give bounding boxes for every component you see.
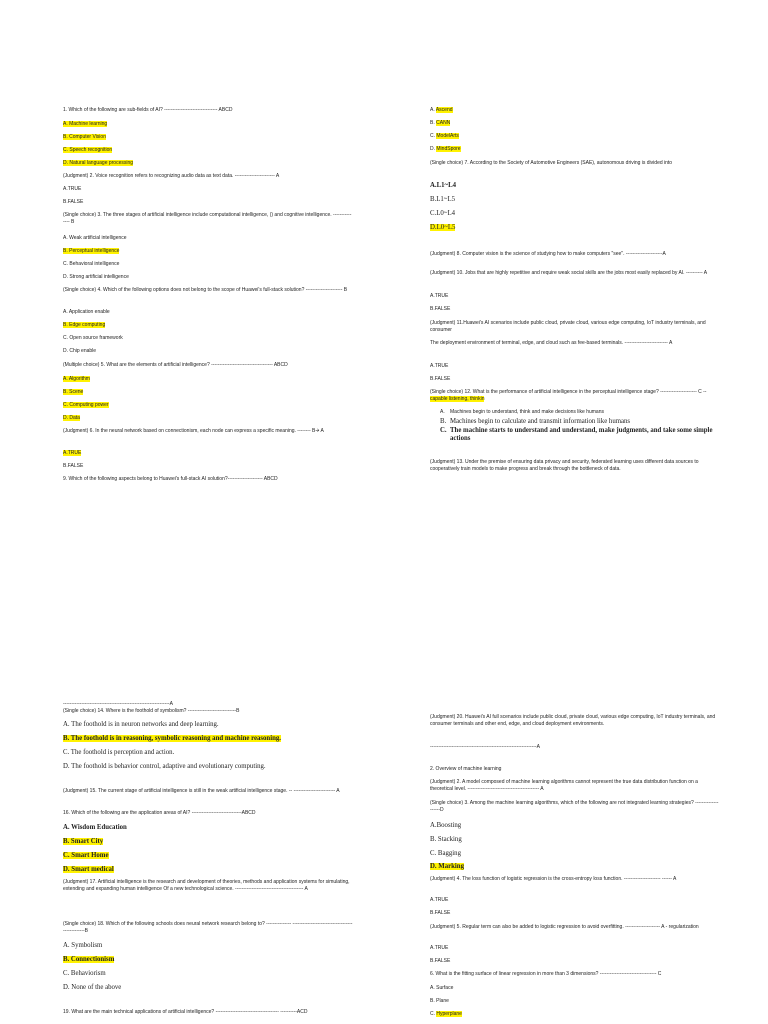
line-text: (Single choice) 7. According to the Society of Automotive Engineers (SAE), autonomous driving is divided into — [430, 160, 673, 166]
text-line — [430, 779, 720, 793]
line-text: Machines begin to calculate and transmit information like humans — [450, 418, 631, 425]
text-line — [63, 701, 173, 708]
highlighted-answer: B. The foothold is in reasoning, symbolic reasoning and machine reasoning. — [63, 735, 281, 742]
highlighted-answer: Hyperplane — [436, 1011, 462, 1017]
text-line — [63, 261, 119, 268]
text-line — [63, 463, 83, 470]
highlighted-answer: A. Machine learning — [63, 121, 108, 127]
line-text: (Single choice) 18. Which of the following schools does neural network research belong to? --------------- -------------------------------------------------B — [63, 921, 353, 934]
line-text: A.L1~L4 — [430, 182, 457, 189]
line-text: 6. What is the fitting surface of linear regression in more than 3 dimensions? ---------------------------------- C — [430, 971, 662, 977]
line-text: (Judgment) 15. The current stage of artificial intelligence is still in the weak artificial intelligence stage. -- ------------------------- A — [63, 788, 340, 794]
line-text: A. Wisdom Education — [63, 824, 127, 831]
text-line — [430, 210, 455, 218]
text-line — [430, 863, 464, 871]
text-line — [430, 985, 453, 992]
text-line — [63, 970, 106, 978]
option-prefix: C. — [430, 133, 437, 139]
line-text: B.FALSE — [63, 199, 84, 205]
line-text: A. Weak artificial intelligence — [63, 235, 127, 241]
text-line — [430, 107, 453, 114]
highlighted-answer: B. Computer Vision — [63, 134, 106, 140]
text-line — [63, 173, 279, 180]
option-prefix: A. — [430, 107, 436, 113]
list-marker: B. — [440, 418, 447, 425]
highlighted-answer: B. Scene — [63, 389, 84, 395]
text-line — [430, 270, 720, 277]
text-line — [430, 744, 540, 751]
text-line — [63, 1009, 353, 1016]
line-text: The deployment environment of terminal, edge, and cloud such as fee-based terminals. -------------------------- A — [430, 340, 673, 346]
text-line — [430, 800, 720, 814]
text-line — [430, 822, 461, 830]
line-text: A.TRUE — [430, 897, 449, 903]
highlighted-answer: D. Natural language processing — [63, 160, 134, 166]
text-line — [430, 251, 720, 258]
text-line — [430, 971, 661, 978]
text-line — [63, 942, 102, 950]
text-line — [63, 956, 114, 964]
line-text: D. Strong artificial intelligence — [63, 274, 129, 280]
line-text: C. Open source framework — [63, 335, 123, 341]
line-text: (Single choice) 4. Which of the following options does not belong to the scope of Huawei's full-stack solution? ---------------------- B — [63, 287, 348, 293]
highlighted-answer: B. Perceptual intelligence — [63, 248, 120, 254]
line-text: A. Surface — [430, 985, 454, 991]
text-line — [430, 196, 455, 204]
line-text: B.FALSE — [430, 958, 451, 964]
line-text: (Single choice) 3. Among the machine learning algorithms, which of the following are not integrated learning strategies? --------------------D — [430, 800, 719, 813]
line-text: D. The foothold is behavior control, adaptive and evolutionary computing. — [63, 763, 266, 770]
line-text: (Judgment) 10. Jobs that are highly repetitive and require weak social skills are the jobs most easily replaced by AI. ---------- A — [430, 270, 708, 276]
line-text: C. The foothold is perception and action. — [63, 749, 175, 756]
highlighted-answer: B. Connectionism — [63, 956, 115, 963]
text-line — [430, 340, 720, 347]
highlighted-answer: A.TRUE — [63, 450, 82, 456]
line-text: B.FALSE — [430, 306, 451, 312]
option-prefix: C. — [430, 1011, 437, 1017]
text-line — [430, 998, 449, 1005]
line-text: (Judgment) 13. Under the premise of ensuring data privacy and security, federated learning uses different data sources to cooperatively train models to make progress and break through the bottleneck of data. — [430, 459, 699, 472]
text-line — [430, 146, 461, 153]
line-text: 19. What are the main technical applications of artificial intelligence? -------------------------------------- ----------ACD — [63, 1009, 308, 1015]
highlighted-answer: B. Smart City — [63, 838, 104, 845]
line-text: C. Bagging — [430, 850, 461, 857]
line-text: B. Plane — [430, 998, 449, 1004]
line-text: C. Behaviorism — [63, 970, 106, 977]
text-line — [430, 120, 450, 127]
option-prefix: D. — [430, 146, 437, 152]
line-text: (Multiple choice) 5. What are the elements of artificial intelligence? ------------------------------------- ABCD — [63, 362, 288, 368]
text-line — [430, 945, 448, 952]
text-line — [63, 134, 106, 141]
text-line — [63, 838, 103, 846]
text-line — [63, 335, 123, 342]
text-line — [63, 721, 219, 729]
highlighted-answer: D.L0~L5 — [430, 224, 456, 231]
text-line — [63, 287, 353, 294]
line-text: The machine starts to understand and understand, make judgments, and take some simple actions — [450, 427, 713, 442]
list-marker: A. — [440, 409, 445, 415]
text-line — [63, 735, 281, 743]
line-text: A. The foothold is in neuron networks and deep learning. — [63, 721, 219, 728]
line-text: A. Symbolism — [63, 942, 103, 949]
text-line — [63, 476, 278, 483]
line-text: C. Behavioral intelligence — [63, 261, 120, 267]
line-text: B.FALSE — [63, 463, 84, 469]
line-text: B.L1~L5 — [430, 196, 456, 203]
line-text: 9. Which of the following aspects belong to Huawei's full-stack AI solution?--------------------- ABCD — [63, 476, 278, 482]
line-text: 1. Which of the following are sub-fields of AI? -------------------------------- ABCD — [63, 107, 233, 113]
text-line — [63, 160, 133, 167]
text-line — [430, 897, 448, 904]
text-line — [63, 348, 96, 355]
line-text: B.FALSE — [430, 910, 451, 916]
text-line — [63, 984, 121, 992]
line-text: (Judgment) 2. A model composed of machine learning algorithms cannot represent the true data distribution function on a theoretical level. ------------------------------------------- A — [430, 779, 698, 792]
text-line — [430, 133, 459, 140]
text-line — [430, 160, 720, 167]
line-text: A.TRUE — [430, 945, 449, 951]
highlighted-answer: capable listening, thinkin — [430, 396, 485, 402]
text-line — [63, 788, 353, 795]
line-text: B. Stacking — [430, 836, 462, 843]
highlighted-answer: D. Smart medical — [63, 866, 114, 873]
option-prefix: B. — [430, 120, 437, 126]
text-line — [63, 763, 266, 771]
highlighted-answer: A. Algorithm — [63, 376, 90, 382]
text-line — [63, 428, 353, 435]
line-text: 2. Overview of machine learning — [430, 766, 502, 772]
line-text: Machines begin to understand, think and make decisions like humans — [450, 409, 604, 415]
text-line — [430, 418, 720, 426]
text-line — [430, 427, 720, 443]
line-text: D. None of the above — [63, 984, 122, 991]
text-line — [63, 376, 90, 383]
text-line — [63, 921, 353, 935]
line-text: (Judgment) 20. Huawei's AI full scenarios include public cloud, private cloud, various edge computing, IoT industry terminals, and consumer terminals and other end, edge, and cloud deployment environments. — [430, 714, 716, 727]
text-line — [430, 714, 720, 728]
line-text: (Judgment) 17. Artificial intelligence is the research and development of theories, methods and application systems for simulating, extending and expanding human intelligence Of a new technological science. ----------------------------------------- A — [63, 879, 350, 892]
text-line — [63, 212, 353, 226]
line-text: (Single choice) 14. Where is the foothold of symbolism? -----------------------------B — [63, 708, 240, 714]
line-text: ----------------------------------------------------------------A — [430, 744, 540, 750]
highlighted-answer: C. Speech recognition — [63, 147, 113, 153]
line-text: (Judgment) 4. The loss function of logistic regression is the cross-entropy loss function. ---------------------- ------ A — [430, 876, 677, 882]
text-line — [430, 306, 450, 313]
line-text: (Judgment) 6. In the neural network based on connectionism, each node can express a specific meaning. -------- B🡪 A — [63, 428, 324, 434]
text-line — [63, 248, 119, 255]
highlighted-answer: CANN — [436, 120, 451, 126]
highlighted-answer: ModelArts — [436, 133, 459, 139]
text-line — [63, 274, 129, 281]
text-line — [430, 389, 720, 403]
highlighted-answer: Ascend — [435, 107, 453, 113]
text-line — [63, 309, 110, 316]
text-line — [63, 879, 353, 893]
line-text: (Judgment) 2. Voice recognition refers to recognizing audio data as text data. ------------------------ A — [63, 173, 280, 179]
text-line — [63, 322, 105, 329]
text-line — [63, 402, 109, 409]
text-line — [63, 147, 112, 154]
highlighted-answer: MindSpore — [436, 146, 461, 152]
highlighted-answer: B. Edge computing — [63, 322, 106, 328]
line-text: B.FALSE — [430, 376, 451, 382]
text-line — [63, 810, 256, 817]
text-line — [63, 824, 127, 832]
text-line — [430, 958, 450, 965]
line-text: A.Boosting — [430, 822, 462, 829]
text-line — [63, 121, 107, 128]
text-line — [430, 182, 456, 190]
highlighted-answer: D. Marking — [430, 863, 464, 870]
line-text: A.TRUE — [430, 293, 449, 299]
text-line — [430, 924, 720, 931]
highlighted-answer: C. Smart Home — [63, 852, 109, 859]
text-line — [63, 199, 83, 206]
text-line — [63, 708, 239, 715]
text-line — [63, 852, 109, 860]
text-line — [430, 320, 720, 334]
text-line — [63, 415, 80, 422]
line-text: A.TRUE — [430, 363, 449, 369]
text-line — [430, 766, 501, 773]
text-line — [63, 749, 174, 757]
text-line — [430, 836, 462, 844]
highlighted-answer: D. Data — [63, 415, 80, 421]
line-text: A.TRUE — [63, 186, 82, 192]
text-line — [63, 362, 288, 369]
line-text: (Single choice) 3. The three stages of artificial intelligence include computational intelligence, () and cognitive intelligence. --------------- B — [63, 212, 352, 225]
text-line — [430, 876, 720, 883]
text-line — [430, 850, 461, 858]
line-text: 16. Which of the following are the application areas of AI? ------------------------------ABCD — [63, 810, 256, 816]
text-line — [430, 910, 450, 917]
text-line — [63, 235, 127, 242]
line-text: A. Application enable — [63, 309, 110, 315]
text-line — [63, 389, 83, 396]
list-marker: C. — [440, 427, 447, 434]
text-line — [63, 866, 114, 874]
line-text: C.L0~L4 — [430, 210, 456, 217]
line-text: (Judgment) 8. Computer vision is the science of studying how to make computers "see". ----------------------A — [430, 251, 666, 257]
text-line — [430, 293, 448, 300]
text-line — [430, 224, 455, 232]
text-line — [63, 186, 81, 193]
line-text: (Judgment) 11.Huawei's AI scenarios include public cloud, private cloud, various edge computing, IoT industry terminals, and consumer — [430, 320, 706, 333]
text-line — [430, 1011, 462, 1018]
text-line — [430, 459, 720, 473]
line-text: D. Chip enable — [63, 348, 97, 354]
highlighted-answer: C. Computing power — [63, 402, 109, 408]
text-line — [63, 450, 81, 457]
text-line — [430, 409, 720, 416]
text-line — [430, 376, 450, 383]
line-text: ----------------------------------------------------------------A — [63, 701, 173, 707]
text-line — [63, 107, 232, 114]
line-text: (Judgment) 5. Regular term can also be added to logistic regression to avoid overfitting. --------------------- A - regularization — [430, 924, 699, 930]
text-line — [430, 363, 448, 370]
line-text: (Single choice) 12. What is the performance of artificial intelligence in the perceptual intelligence stage? ---------------------- C -- — [430, 389, 707, 395]
